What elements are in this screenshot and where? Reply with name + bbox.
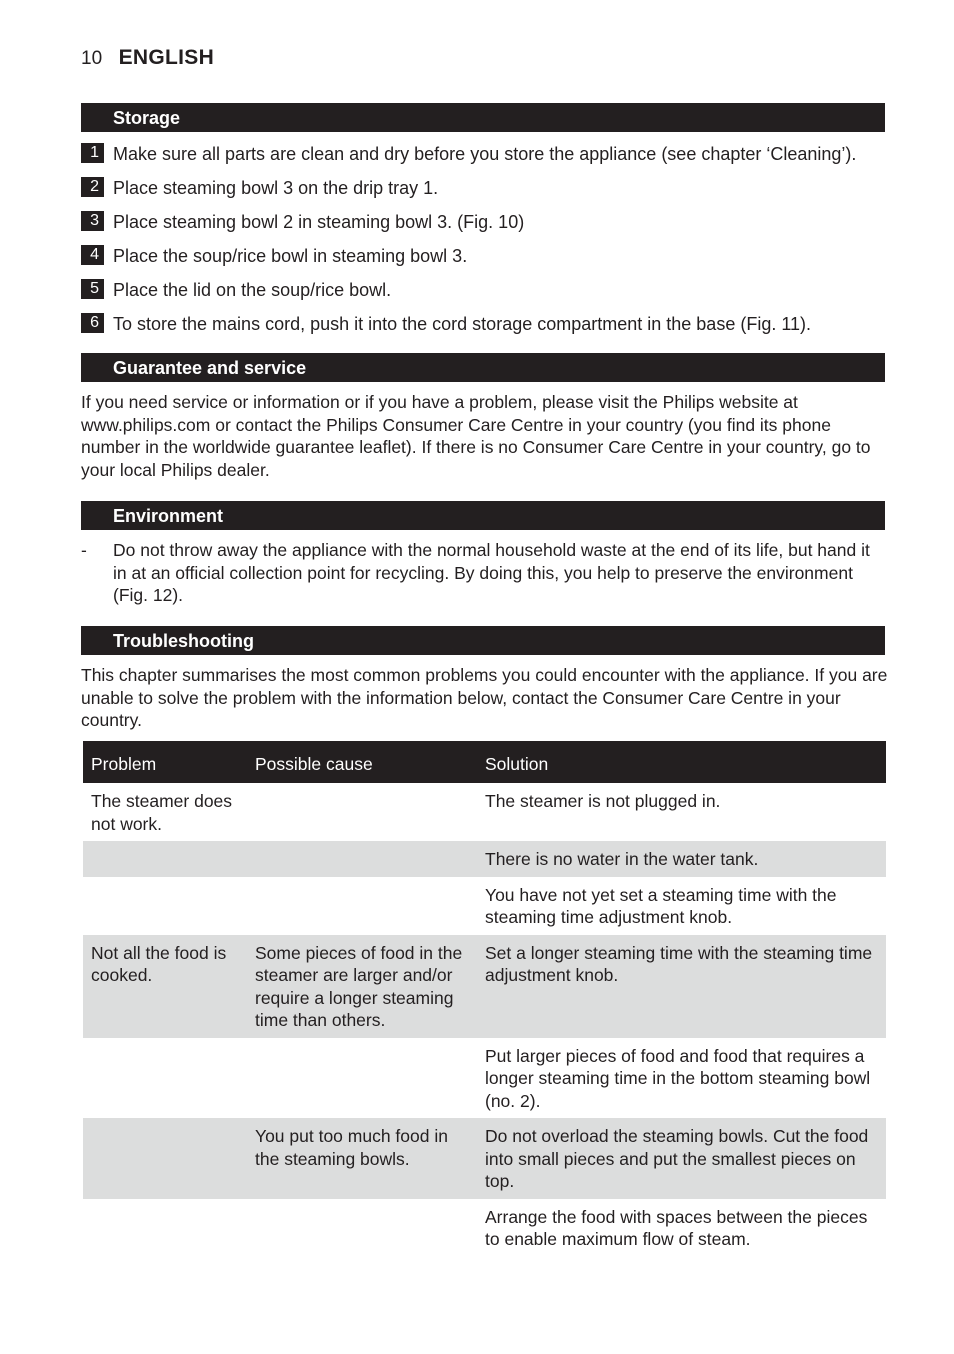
- page-header: [81, 46, 214, 76]
- cell-solution: The steamer is not plugged in.: [485, 791, 721, 811]
- page-language: ENGLISH: [118, 46, 215, 69]
- cell-problem: The steamer does not work.: [91, 791, 233, 834]
- step-text: Place steaming bowl 2 in steaming bowl 3. (Fig. 10): [113, 212, 525, 232]
- step-number: 4: [81, 245, 104, 265]
- storage-step: [81, 211, 901, 237]
- cell-problem: [83, 1199, 247, 1257]
- table-row: [83, 935, 886, 1038]
- bullet-dash: -: [81, 540, 87, 560]
- cell-cause: [247, 841, 477, 877]
- table-row: [83, 877, 886, 935]
- cell-problem: [83, 1118, 247, 1199]
- guarantee-text-before: If you need service or information or if you have a problem, please visit the Philips website at: [81, 392, 798, 412]
- cell-problem: [83, 877, 247, 935]
- column-header-problem: Problem: [83, 741, 247, 783]
- step-text: Make sure all parts are clean and dry before you store the appliance (see chapter ‘Cleaning’).: [113, 144, 857, 164]
- column-header-cause: Possible cause: [247, 741, 477, 783]
- cell-problem: [83, 841, 247, 877]
- table-header-row: [83, 741, 886, 783]
- cell-solution: Set a longer steaming time with the steaming time adjustment knob.: [477, 935, 886, 1038]
- section-heading-guarantee: Guarantee and service: [81, 353, 885, 382]
- cell-cause: [247, 877, 477, 935]
- section-heading-storage: Storage: [81, 103, 885, 132]
- cell-solution: Do not overload the steaming bowls. Cut the food into small pieces and put the smallest pieces on top.: [477, 1118, 886, 1199]
- page-number: 10: [81, 48, 103, 69]
- troubleshooting-intro: This chapter summarises the most common problems you could encounter with the appliance. If you are unable to solve the problem with the information below, contact the Consumer Care Centre in your country.: [81, 665, 888, 730]
- step-number: 2: [81, 177, 104, 197]
- cell-problem: Not all the food is cooked.: [83, 935, 247, 1038]
- section-heading-troubleshooting: Troubleshooting: [81, 626, 885, 655]
- step-number: 3: [81, 211, 104, 231]
- table-row: [83, 1199, 886, 1257]
- step-text: Place steaming bowl 3 on the drip tray 1.: [113, 178, 439, 198]
- cell-cause: [247, 1199, 477, 1257]
- cell-solution: You have not yet set a steaming time with the steaming time adjustment knob.: [485, 884, 837, 927]
- storage-step: [81, 245, 901, 271]
- cell-cause: You put too much food in the steaming bowls.: [247, 1118, 477, 1199]
- philips-website-link[interactable]: www.philips.com: [81, 414, 211, 435]
- cell-cause: [247, 1038, 477, 1119]
- column-header-solution: Solution: [477, 741, 886, 783]
- table-row: [83, 1118, 886, 1199]
- cell-solution: Put larger pieces of food and food that requires a longer steaming time in the bottom steaming bowl (no. 2).: [485, 1045, 871, 1111]
- step-number: 6: [81, 313, 104, 333]
- guarantee-text-after: or contact the Philips Consumer Care Centre in your country (you find its phone number in the worldwide guarantee leaflet). If there is no Consumer Care Centre in your country, go to your local Philips dealer.: [81, 414, 871, 480]
- storage-step: [81, 279, 901, 305]
- step-number: 5: [81, 279, 104, 299]
- cell-problem: [83, 1038, 247, 1119]
- step-text: Place the soup/rice bowl in steaming bowl 3.: [113, 246, 468, 266]
- environment-bullet-text: Do not throw away the appliance with the normal household waste at the end of its life, but hand it in at an official collection point for recycling. By doing this, you help to preserve the environment (Fig. 12).: [113, 540, 870, 605]
- storage-step: [81, 313, 901, 339]
- storage-step: [81, 143, 901, 169]
- cell-cause: Some pieces of food in the steamer are larger and/or require a longer steaming time than others.: [247, 935, 477, 1038]
- storage-step: [81, 177, 901, 203]
- troubleshooting-table: [83, 741, 886, 1257]
- table-row: [83, 783, 886, 841]
- cell-solution: Arrange the food with spaces between the pieces to enable maximum flow of steam.: [485, 1206, 868, 1249]
- cell-solution: There is no water in the water tank.: [477, 841, 886, 877]
- cell-cause: [247, 783, 477, 841]
- step-text: Place the lid on the soup/rice bowl.: [113, 280, 392, 300]
- table-row: [83, 1038, 886, 1119]
- section-heading-environment: Environment: [81, 501, 885, 530]
- step-number: 1: [81, 143, 104, 163]
- step-text: To store the mains cord, push it into the cord storage compartment in the base (Fig. 11).: [113, 314, 812, 334]
- guarantee-paragraph: [81, 391, 889, 481]
- table-row: [83, 841, 886, 877]
